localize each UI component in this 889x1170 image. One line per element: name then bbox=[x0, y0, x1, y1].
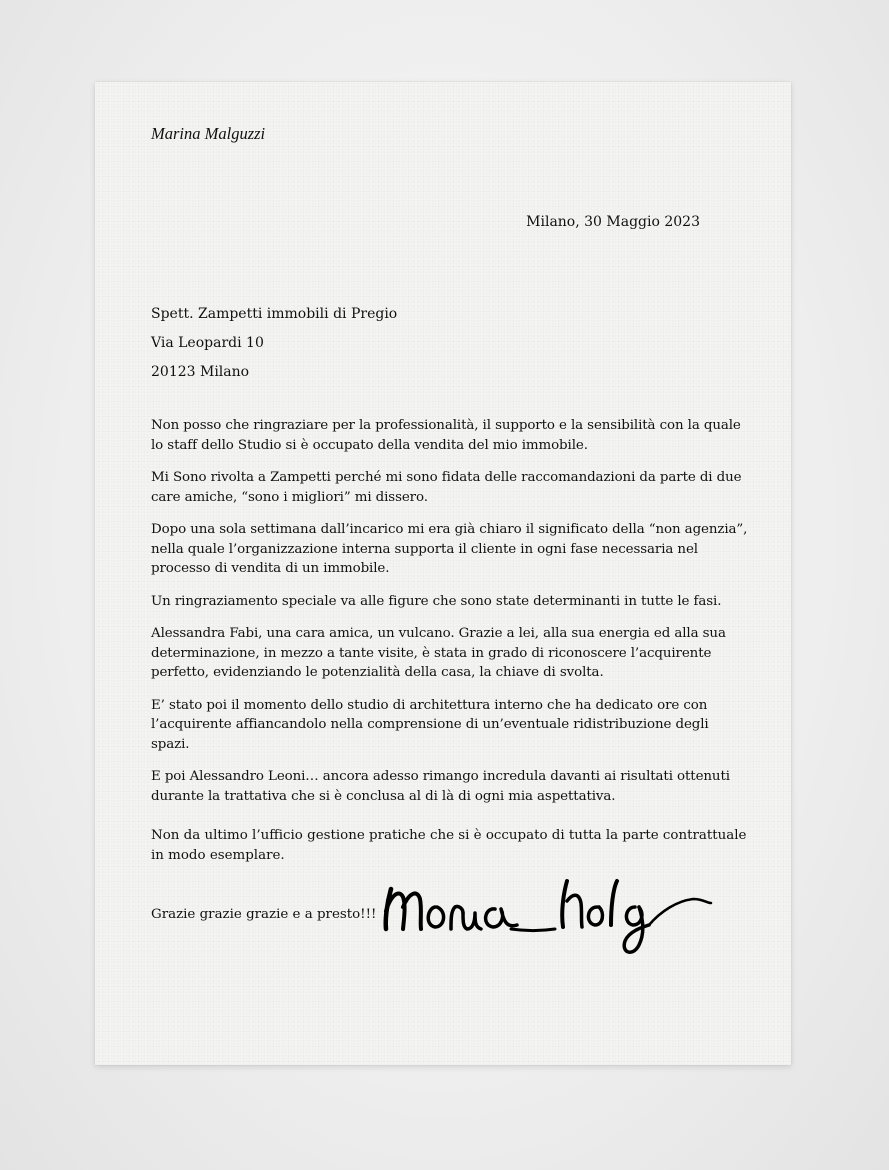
body-paragraph: Non posso che ringraziare per la professionalità, il supporto e la sensibilità con la quale lo staff dello Studio si è occupato della vendita del mio immobile. bbox=[151, 418, 741, 453]
recipient-address bbox=[151, 300, 397, 387]
closing-paragraph: Non da ultimo l’ufficio gestione pratiche che si è occupato di tutta la parte contrattuale in modo esemplare. bbox=[151, 828, 747, 863]
body-paragraph: Un ringraziamento speciale va alle figure che sono state determinanti in tutte le fasi. bbox=[151, 593, 722, 609]
body-paragraph: Dopo una sola settimana dall’incarico mi era già chiaro il significato della “non agenzia”, nella quale l’organizzazione interna supporta il cliente in ogni fase necessaria nel processo di vendita di un immobile. bbox=[151, 522, 748, 576]
body-paragraph: E’ stato poi il momento dello studio di architettura interno che ha dedicato ore con l’acquirente affiancandolo nella comprensione di un’eventuale ridistribuzione degli spazi. bbox=[151, 697, 709, 752]
handwritten-signature-icon bbox=[377, 837, 737, 957]
body-paragraph: Mi Sono rivolta a Zampetti perché mi sono fidata delle raccomandazioni da parte di due care amiche, “sono i migliori” mi dissero. bbox=[151, 470, 742, 505]
farewell-line: Grazie grazie grazie e a presto!!! bbox=[151, 907, 377, 922]
recipient-line: Spett. Zampetti immobili di Pregio bbox=[151, 306, 398, 322]
body-paragraph: E poi Alessandro Leoni… ancora adesso rimango incredula davanti ai risultati ottenuti durante la trattativa che si è conclusa al di là di ogni mia aspettativa. bbox=[151, 769, 730, 804]
recipient-line: 20123 Milano bbox=[151, 364, 250, 380]
letter-date: Milano, 30 Maggio 2023 bbox=[526, 214, 700, 230]
letter-sheet bbox=[95, 82, 791, 1065]
sender-name: Marina Malguzzi bbox=[151, 124, 266, 143]
letter-body bbox=[151, 416, 751, 819]
body-paragraph: Alessandra Fabi, una cara amica, un vulcano. Grazie a lei, alla sua energia ed alla sua determinazione, in mezzo a tante visite, è stata in grado di riconoscere l’acquirente perfetto, evidenziando le potenzialità della casa, la chiave di svolta. bbox=[151, 626, 726, 680]
recipient-line: Via Leopardi 10 bbox=[151, 335, 264, 351]
